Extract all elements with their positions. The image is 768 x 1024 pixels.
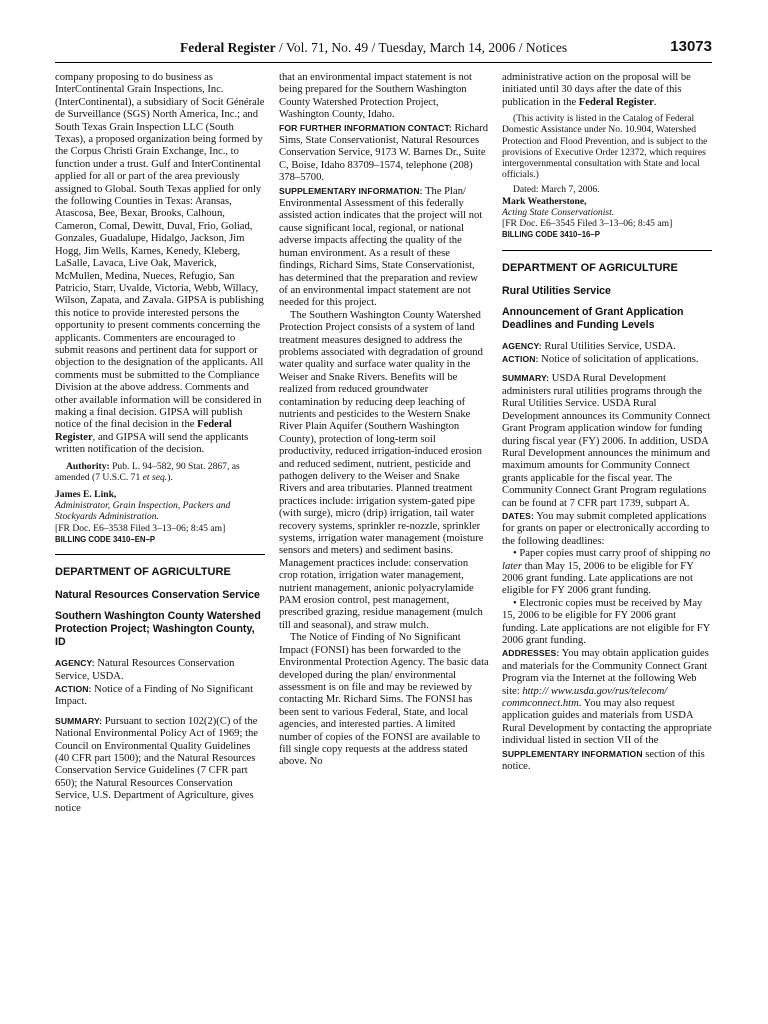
fr-doc-line: [FR Doc. E6–3538 Filed 3–13–06; 8:45 am] xyxy=(55,522,226,534)
department-heading: DEPARTMENT OF AGRICULTURE xyxy=(502,261,678,274)
authority-italic: et seq. xyxy=(142,471,168,483)
dates-text: You may submit completed applications for grants on paper or electronically according to the following deadlines: xyxy=(502,510,710,547)
catalog-note: (This activity is listed in the Catalog of Federal Domestic Assistance under No. 10.904, Watershed Protection and Flood Prevention, and is subject to the provisions of Executive Order 12372, which requires intergovernmental consultation with State and local officials.) xyxy=(502,113,708,181)
summary-label: SUMMARY: xyxy=(502,373,550,384)
addresses-field xyxy=(502,647,712,773)
action-field xyxy=(502,353,712,366)
addresses-end: section of this notice. xyxy=(502,748,705,773)
paragraph-text: company proposing to do business as InterContinental Grain Inspections, Inc. (InterContinental), a subsidiary of Socit Générale de Surveillance (SGS) North America, Inc.; and South Texas Grain Inspection LLC (South Texas), a proposed organization being formed by the Corpus Christi Grain Exchange, Inc., to function under a trust. Gulf and InterContinental applied for all or part of the area previously assigned to Global. South Texas applied for only the following Counties in Texas: Aransas, Atascosa, Bee, Bexar, Brooks, Calhoun, Cameron, Comal, Dewitt, Duval, Frio, Goliad, Gonzales, Guadalupe, Hidalgo, Jackson, Jim Hogg, Jim Wells, Karnes, Kenedy, Kleberg, LaSalle, Lavaca, Live Oak, Maverick, McMullen, Medina, Nueces, Refugio, San Patricio, Starr, Uvalde, Victoria, Webb, Willacy, Wilson, Zapata, and Zavala. GIPSA is publishing this notice to provide interested persons the opportunity to present comments concerning the applicants. Commenters are encouraged to submit reasons and pertinent data for support or objection to the designation of the applicants. All comments must be submitted to the Compliance Division at the above address. Comments and other available information will be considered in making a final decision. GIPSA will publish notice of the final decision in the xyxy=(55,72,265,431)
agency-subheading: Rural Utilities Service xyxy=(502,284,611,297)
summary-field xyxy=(55,715,265,815)
issue-citation: / Vol. 71, No. 49 / Tuesday, March 14, 2006 / Notices xyxy=(275,40,568,55)
deadline-bullet-paper xyxy=(502,548,712,598)
paragraph-end: . xyxy=(653,96,657,108)
signer-name: Mark Weatherstone, xyxy=(502,195,587,207)
summary-text: USDA Rural Development administers rural utilities programs through the Rural Utilities Service. USDA Rural Development announces its Community Connect Grant Program application window for funding during fiscal year (FY) 2006. In addition, USDA Rural Development announces the minimum and maximum amounts for Community Connect grants applicable for the fiscal year. The Community Connect Grant Program regulations can be found at 7 CFR part 1739, subpart A. xyxy=(502,373,711,509)
authority-text: Pub. L. 94–582, 90 Stat. 2867, as amended (7 U.S.C. 71 xyxy=(55,460,240,483)
authority-label: Authority: xyxy=(66,460,110,472)
paragraph-text: administrative action on the proposal will be initiated until 30 days after the date of this publication in the xyxy=(502,72,691,108)
column-3 xyxy=(502,72,712,773)
column-2 xyxy=(279,72,489,769)
column-1 xyxy=(55,72,265,815)
journal-name: Federal Register xyxy=(180,40,276,55)
dated-line: Dated: March 7, 2006. xyxy=(513,184,600,196)
continued-paragraph xyxy=(502,72,712,109)
gipsa-paragraph xyxy=(55,72,265,457)
action-field xyxy=(55,683,265,709)
supplementary-ref: SUPPLEMENTARY INFORMATION xyxy=(502,748,643,759)
contact-field xyxy=(279,122,489,185)
contact-label: FOR FURTHER INFORMATION CONTACT: xyxy=(279,122,452,133)
department-heading: DEPARTMENT OF AGRICULTURE xyxy=(55,566,231,579)
signer-name: James E. Link, xyxy=(55,489,117,500)
authority-line xyxy=(55,461,265,483)
supplementary-field xyxy=(279,185,489,310)
agency-text: Natural Resources Conservation Service, USDA. xyxy=(55,658,235,682)
dates-label: DATES: xyxy=(502,510,534,521)
addresses-text: You may obtain application guides and materials for the Community Connect Grant Program via the Internet at the following Web site: xyxy=(502,648,709,697)
bullet-text: • Paper copies must carry proof of shipping xyxy=(513,548,700,560)
action-label: ACTION: xyxy=(502,354,539,365)
deadline-bullet-electronic: • Electronic copies must be received by May 15, 2006 to be eligible for FY 2006 grant funding. Late applications are not eligible for FY 2006 grant funding. xyxy=(502,597,710,646)
contact-text: Richard Sims, State Conservationist, Natural Resources Conservation Service, 9173 W. Barnes Dr., Suite C, Boise, Idaho 83709–1574, telephone (208) 378–5700. xyxy=(279,122,489,184)
agency-label: AGENCY: xyxy=(502,340,542,351)
notice-title: Announcement of Grant Application Deadlines and Funding Levels xyxy=(502,305,684,331)
notice-title: Southern Washington County Watershed Protection Project; Washington County, ID xyxy=(55,610,261,649)
section-divider xyxy=(55,554,265,555)
agency-field xyxy=(55,657,265,683)
action-text: Notice of a Finding of No Significant Impact. xyxy=(55,684,254,708)
summary-label: SUMMARY: xyxy=(55,715,103,726)
page-header xyxy=(55,38,712,63)
agency-field xyxy=(502,340,712,353)
website-link[interactable]: http:// www.usda.gov/rus/telecom/ commconnect.htm xyxy=(502,685,668,710)
supplementary-label: SUPPLEMENTARY INFORMATION: xyxy=(279,185,423,196)
continued-paragraph: that an environmental impact statement is not being prepared for the Southern Washington County Watershed Protection Project, Washington County, Idaho. xyxy=(279,72,472,121)
page-number: 13073 xyxy=(670,38,712,55)
billing-code: BILLING CODE 3410–EN–P xyxy=(55,534,156,544)
section-divider xyxy=(502,250,712,251)
running-head xyxy=(180,40,567,56)
fr-doc-line: [FR Doc. E6–3545 Filed 3–13–06; 8:45 am] xyxy=(502,218,673,230)
fonsi-paragraph: The Notice of Finding of No Significant Impact (FONSI) has been forwarded to the Environmental Protection Agency. The basic data developed during the plan/ environmental assessment is on file and may be reviewed by contacting Mr. Richard Sims. The FONSI has been sent to various Federal, State, and local agencies, and interested parties. A limited number of copies of the FONSI are available to fill single copy requests at the address stated above. No xyxy=(279,632,489,768)
agency-text: Rural Utilities Service, USDA. xyxy=(541,340,676,352)
supplementary-text: The Plan/ Environmental Assessment of this federally assisted action indicates that the project will not cause significant local, regional, or national adverse impacts affecting the quality of the human environment. As a result of these findings, Richard Sims, State Conservationist, has determined that the preparation and review of an environmental impact statement are not needed for this project. xyxy=(279,185,483,309)
signer-title: Administrator, Grain Inspection, Packers and Stockyards Administration. xyxy=(55,500,231,523)
project-paragraph: The Southern Washington County Watershed Protection Project consists of a system of land treatment measures designed to address the problems associated with degradation of ground water quality and surface water quality in the Weiser and Snake Rivers. Benefits will be realized from reduced groundwater contamination by reducing deep leaching of nutrients and pesticides to the Western Snake River Plain Aquifer (Southern Washington County), protection of long-term soil productivity, reduced irrigation-induced erosion and reduced sediment, nutrient, pesticide and pathogen delivery to the Weiser and Snake Rivers and area tributaries. Planned treatment practices include: irrigation system-gated pipe (with surge), micro (drip) irrigation, tail water recovery systems, sprinkler re-nozzle, sprinkler systems, irrigation water management (moisture sensors and meters) and sediment basins. Management practices include: conservation crop rotation, irrigation water management, nutrient management, anionic polyacrylamide PAM erosion control, pest management, prescribed grazing, residue management (mulch till and seasonal), and straw mulch. xyxy=(279,309,484,631)
authority-end: ). xyxy=(167,471,173,483)
summary-field xyxy=(502,372,712,509)
summary-text: Pursuant to section 102(2)(C) of the National Environmental Policy Act of 1969; the Council on Environmental Quality Guidelines (40 CFR part 1500); and the Natural Resources Conservation Service Guidelines (7 CFR part 650); the Natural Resources Conservation Service, U.S. Department of Agriculture, gives notice xyxy=(55,715,259,814)
signer-title: Acting State Conservationist. xyxy=(502,206,615,218)
addresses-text-2: . You may also request application guides and materials from USDA Rural Development by contacting the appropriate individual listed in section VII of the xyxy=(502,698,712,747)
addresses-label: ADDRESSES: xyxy=(502,648,560,659)
billing-code: BILLING CODE 3410–16–P xyxy=(502,230,600,240)
action-label: ACTION: xyxy=(55,684,92,695)
paragraph-bold: Federal Register xyxy=(55,419,232,443)
bullet-text-end: than May 15, 2006 to be eligible for FY 2006 grant funding. Late applications are not eligible for FY 2006 grant funding. xyxy=(502,560,694,597)
bullet-italic: no later xyxy=(502,548,711,572)
paragraph-bold: Federal Register xyxy=(578,96,654,108)
dates-field xyxy=(502,510,712,548)
agency-label: AGENCY: xyxy=(55,658,95,669)
action-text: Notice of solicitation of applications. xyxy=(538,354,699,366)
paragraph-tail: , and GIPSA will send the applicants written notification of the decision. xyxy=(55,431,249,456)
agency-subheading: Natural Resources Conservation Service xyxy=(55,589,260,602)
